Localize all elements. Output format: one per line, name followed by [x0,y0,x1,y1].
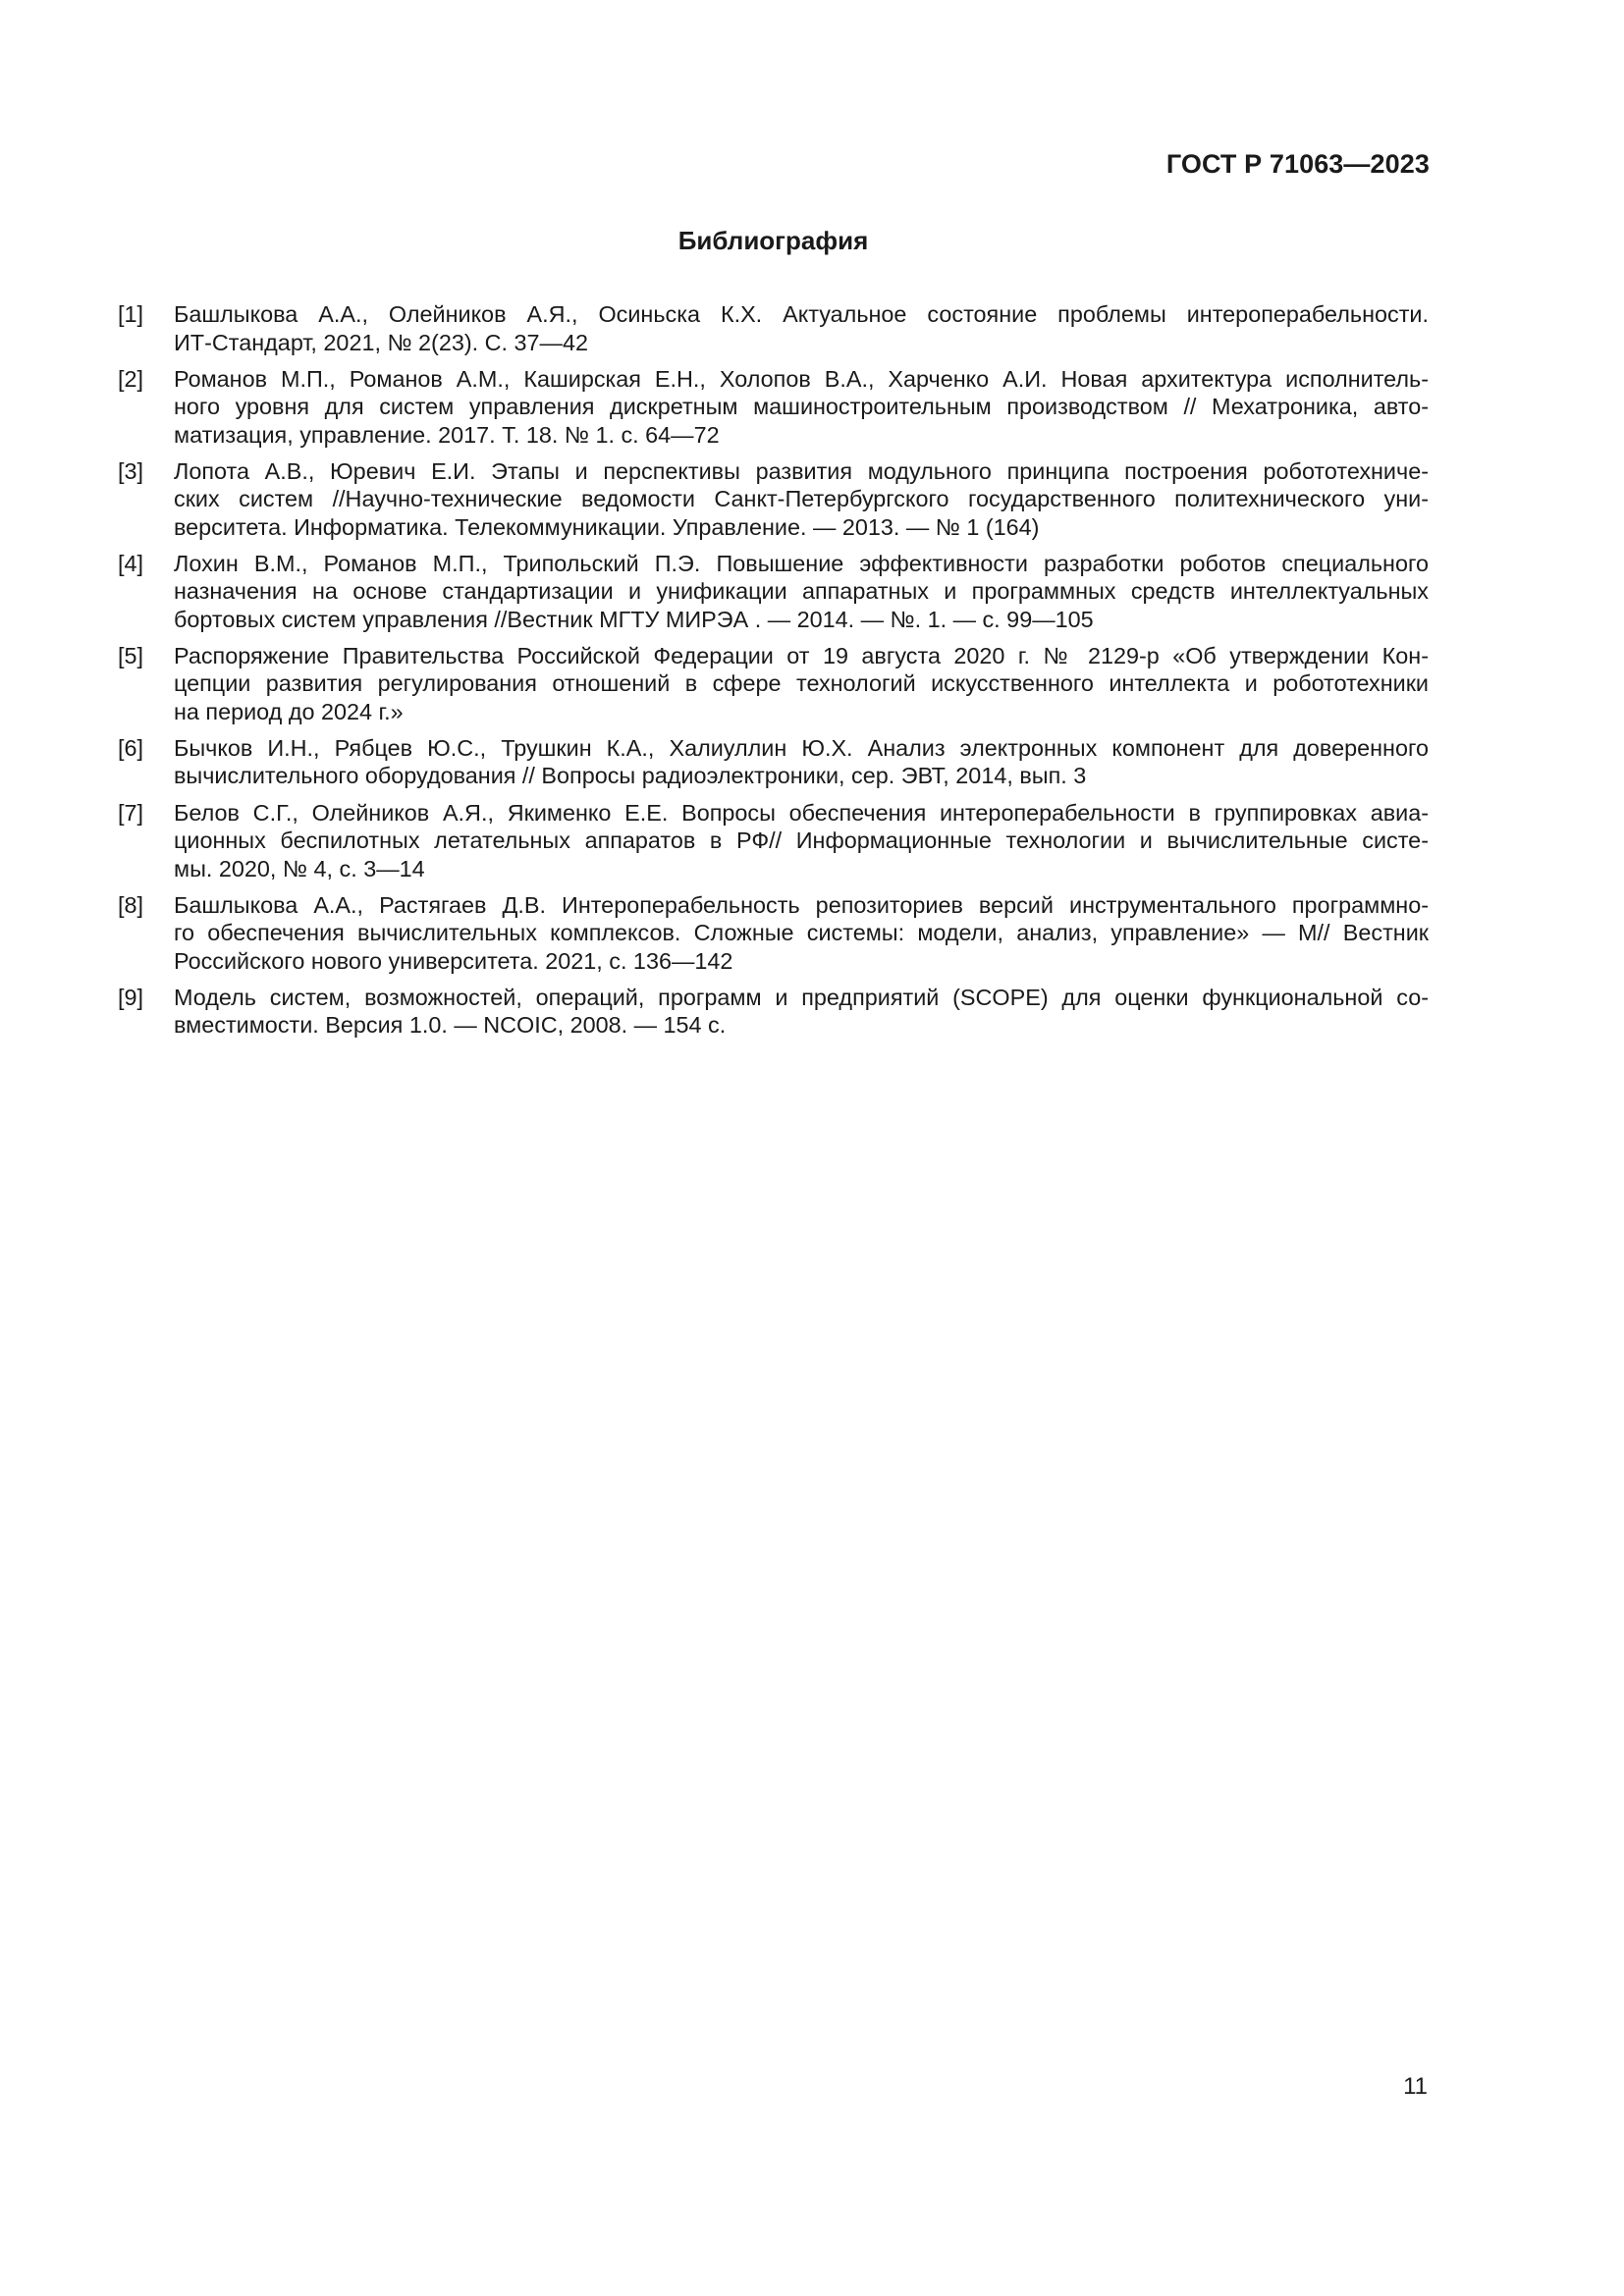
entry-line: го обеспечения вычислительных комплексов. Сложные системы: модели, анализ, управление» — М// Вестник [174,920,1429,946]
entry-line: назначения на основе стандартизации и унификации аппаратных и программных средств интеллектуальных [174,578,1429,605]
entry-line: вычислительного оборудования // Вопросы радиоэлектроники, сер. ЭВТ, 2014, вып. 3 [174,763,1087,789]
entry-line: Лохин В.М., Романов М.П., Трипольский П.Э. Повышение эффективности разработки роботов специального [174,550,1429,576]
entry-line: Белов С.Г., Олейников А.Я., Якименко Е.Е. Вопросы обеспечения интероперабельности в группировках авиа- [174,799,1429,826]
bibliography-entry-8 [118,891,1429,976]
bibliography-entry-4 [118,550,1429,634]
bibliography-entry-7 [118,799,1429,883]
entry-line: цепции развития регулирования отношений в сфере технологий искусственного интеллекта и робототехники [174,670,1429,697]
document-code: ГОСТ Р 71063—2023 [1165,149,1430,179]
entry-line: верситета. Информатика. Телекоммуникации. Управление. — 2013. — № 1 (164) [174,513,1040,540]
entry-number: [2] [118,365,144,392]
entry-line: бортовых систем управления //Вестник МГТУ МИРЭА . — 2014. — №. 1. — с. 99—105 [174,606,1094,632]
entry-line: Распоряжение Правительства Российской Федерации от 19 августа 2020 г. № 2129-р «Об утверждении Кон- [174,642,1429,668]
entry-line: Башлыкова А.А., Растягаев Д.В. Интероперабельность репозиториев версий инструментального программно- [174,891,1429,918]
entry-number: [6] [118,734,144,761]
entry-number: [3] [118,457,144,484]
bibliography-list [118,300,1429,1047]
entry-line: мы. 2020, № 4, с. 3—14 [174,855,425,881]
page-number: 11 [1403,2073,1428,2100]
bibliography-entry-3 [118,457,1429,542]
bibliography-entry-2 [118,365,1429,450]
entry-line: на период до 2024 г.» [174,698,404,724]
entry-line: Модель систем, возможностей, операций, программ и предприятий (SCOPE) для оценки функциональной со- [174,984,1429,1010]
bibliography-entry-5 [118,642,1429,726]
bibliography-entry-1 [118,300,1429,356]
entry-line: ИТ-Стандарт, 2021, № 2(23). С. 37—42 [174,329,588,355]
entry-line: ного уровня для систем управления дискретным машиностроительным производством // Мехатроника, авто- [174,394,1429,420]
entry-number: [7] [118,799,144,826]
entry-line: вместимости. Версия 1.0. — NCOIC, 2008. — 154 с. [174,1012,727,1039]
entry-line: матизация, управление. 2017. Т. 18. № 1. с. 64—72 [174,421,720,448]
entry-line: Лопота А.В., Юревич Е.И. Этапы и перспективы развития модульного принципа построения робототехниче- [174,457,1429,484]
section-title: Библиография [677,226,869,255]
entry-number: [4] [118,550,144,576]
entry-number: [8] [118,891,144,918]
entry-line: Башлыкова А.А., Олейников А.Я., Осиньска К.Х. Актуальное состояние проблемы интероперабельности. [174,301,1429,327]
entry-line: Романов М.П., Романов А.М., Каширская Е.Н., Холопов В.А., Харченко А.И. Новая архитектура исполнитель- [174,365,1429,392]
entry-line: ционных беспилотных летательных аппаратов в РФ// Информационные технологии и вычислительные систе- [174,828,1429,854]
entry-number: [5] [118,642,144,668]
entry-number: [1] [118,301,144,327]
entry-line: Российского нового университета. 2021, с. 136—142 [174,947,733,974]
entry-number: [9] [118,984,144,1010]
bibliography-entry-9 [118,984,1429,1040]
bibliography-entry-6 [118,734,1429,790]
entry-line: ских систем //Научно-технические ведомости Санкт-Петербургского государственного политехнического уни- [174,486,1429,512]
entry-line: Бычков И.Н., Рябцев Ю.С., Трушкин К.А., Халиуллин Ю.Х. Анализ электронных компонент для доверенного [174,734,1429,761]
